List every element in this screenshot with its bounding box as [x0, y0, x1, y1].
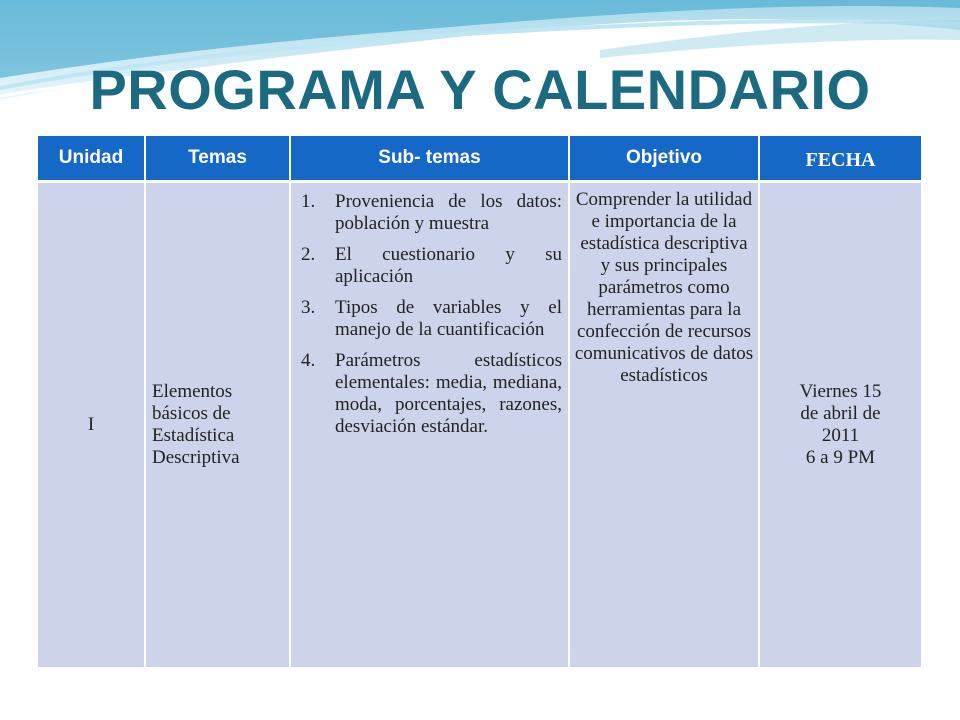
header-objetivo: Objetivo	[569, 136, 759, 182]
temas-line: Estadística	[152, 425, 235, 446]
fecha-line: 6 a 9 PM	[805, 447, 876, 468]
cell-unidad: I	[38, 182, 145, 668]
temas-line: Elementos	[152, 381, 233, 402]
subtema-number: 1.	[301, 191, 316, 212]
header-subtemas: Sub- temas	[290, 136, 569, 182]
list-item	[297, 191, 562, 235]
temas-line: básicos de	[152, 403, 231, 424]
subtema-text: El cuestionario y su aplicación	[335, 244, 562, 287]
cell-fecha	[759, 182, 921, 668]
schedule-table	[38, 136, 921, 667]
subtemas-list	[297, 191, 562, 438]
list-item	[297, 350, 562, 438]
fecha-line: 2011	[821, 425, 860, 446]
header-fecha: FECHA	[759, 136, 921, 182]
header-temas: Temas	[145, 136, 290, 182]
fecha-line: Viernes 15	[799, 381, 882, 402]
list-item	[297, 297, 562, 341]
subtema-number: 2.	[301, 244, 316, 265]
subtema-text: Tipos de variables y el manejo de la cuantificación	[335, 297, 562, 340]
table-header-row	[38, 136, 921, 182]
cell-temas	[145, 182, 290, 668]
header-unidad: Unidad	[38, 136, 145, 182]
list-item	[297, 244, 562, 288]
table-row	[38, 182, 921, 668]
subtema-number: 3.	[301, 297, 316, 318]
temas-line: Descriptiva	[152, 447, 240, 468]
cell-objetivo: Comprender la utilidad e importancia de la estadística descriptiva y sus principales parámetros como herramientas para la confección de recursos comunicativos de datos estadísticos	[569, 182, 759, 668]
fecha-line: de abril de	[800, 403, 881, 424]
subtema-text: Proveniencia de los datos: población y muestra	[335, 191, 562, 234]
cell-subtemas	[290, 182, 569, 668]
subtema-text: Parámetros estadísticos elementales: media, mediana, moda, porcentajes, razones, desviación estándar.	[335, 350, 562, 437]
page-title: PROGRAMA Y CALENDARIO	[89, 58, 871, 121]
subtema-number: 4.	[301, 350, 316, 371]
